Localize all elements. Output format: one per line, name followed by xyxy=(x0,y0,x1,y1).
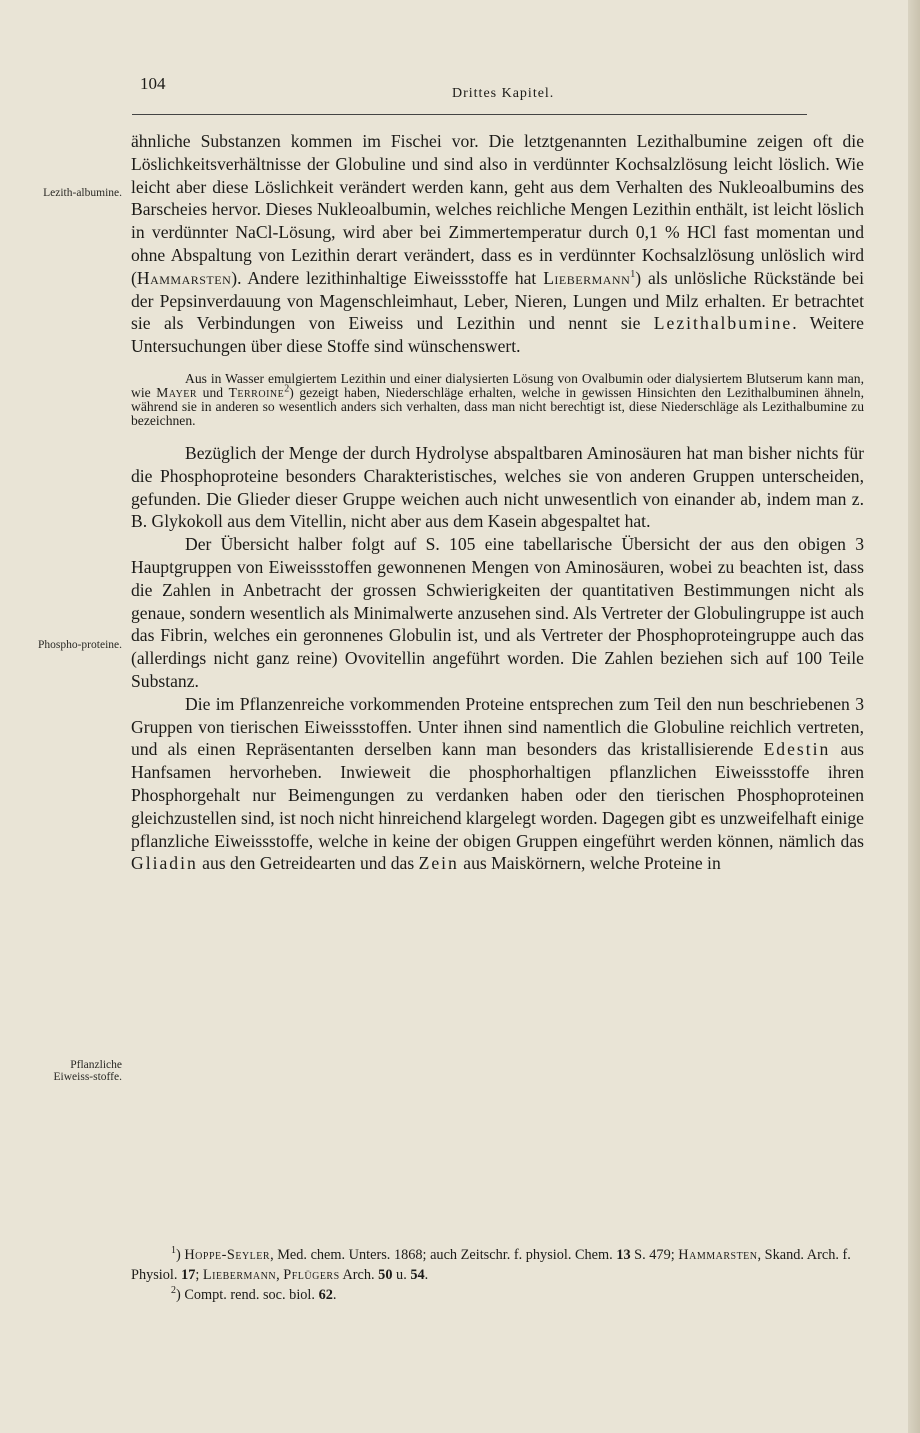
author-mayer: Mayer xyxy=(156,384,198,400)
chapter-title: Drittes Kapitel. xyxy=(452,86,555,101)
term-zein: Zein xyxy=(418,853,459,874)
paragraph-pflanzenproteine xyxy=(131,693,864,875)
author-terroine: Terroine xyxy=(228,384,285,400)
author-hoppe-seyler: Hoppe-Seyler xyxy=(184,1247,271,1263)
footnote-1 xyxy=(131,1245,864,1285)
volume-number: 54 xyxy=(410,1267,425,1283)
author-hammarsten: Hammarsten xyxy=(136,267,232,288)
text-run: ). Andere lezithinhaltige Eiweissstoffe hat xyxy=(231,267,544,288)
footnote-ref-2: 2 xyxy=(284,383,290,395)
text-run: ) als unlösliche Rückstände bei der Pepsinverdauung von Magenschleimhaut, Leber, Nieren, Lungen und Milz erhalten. Er betrachtet sie als Verbindungen von Eiweiss und Lezithin und nennt sie xyxy=(131,267,864,334)
text-run: aus den Getreidearten und das xyxy=(197,853,419,874)
footnote-mark: 2 xyxy=(171,1285,176,1297)
text-run: . Weitere Untersuchungen über diese Stoffe sind wünschenswert. xyxy=(131,313,864,357)
running-head xyxy=(132,74,867,118)
footnote-ref-1: 1 xyxy=(630,268,636,280)
text-run: S. 479; xyxy=(630,1247,679,1263)
footnote-2 xyxy=(131,1285,864,1305)
author-pflueger: Pflügers xyxy=(283,1267,340,1283)
header-rule xyxy=(132,114,807,115)
text-run: ) Compt. rend. soc. biol. xyxy=(176,1287,319,1303)
text-run: Die im Pflanzenreiche vorkommenden Proteine entsprechen zum Teil den nun beschriebenen 3 Gruppen von tierischen Eiweissstoffen. Unter ihnen sind namentlich die Globuline reichlich vertreten, und als einen Repräsentanten derselben kann man besonders das kristallisierende xyxy=(131,693,864,760)
volume-number: 13 xyxy=(616,1247,631,1263)
term-gliadin: Gliadin xyxy=(131,853,198,874)
text-run: Arch. xyxy=(339,1267,379,1283)
text-run: Aus in Wasser emulgiertem Lezithin und einer dialysierten Lösung von Ovalbumin oder dialysiertem Blutserum kann man, wie xyxy=(131,370,864,400)
author-liebermann: Liebermann xyxy=(543,267,631,288)
text-run: , xyxy=(276,1267,284,1283)
author-liebermann: Liebermann xyxy=(202,1267,277,1283)
text-run: aus Hanfsamen hervorheben. Inwieweit die phosphorhaltigen pflanzlichen Eiweissstoffe ihren Phosphorgehalt nur Beimengungen zu verdanken haben oder den tierischen Phosphoproteinen gleichzustellen sind, ist noch nicht hinreichend klargelegt worden. Dagegen gibt es unzweifelhaft einige pflanzliche Eiweissstoffe, welche in keine der obigen Gruppen eingeführt werden können, nämlich das xyxy=(131,739,864,851)
paragraph-uebersicht: Der Übersicht halber folgt auf S. 105 eine tabellarische Übersicht der aus den obigen 3 Hauptgruppen von Eiweissstoffen gewonnenen Mengen von Aminosäuren, wobei zu beachten ist, dass die Zahlen in Anbetracht der grossen Schwierigkeiten der quantitativen Bestimmungen nicht als genaue, sondern wesentlich als Minimalwerte anzusehen sind. Als Vertreter der Globulingruppe ist auch das Fibrin, welches ein geronnenes Globulin ist, und als Vertreter der Phosphoproteingruppe auch das (allerdings nicht ganz reine) Ovovitellin angeführt worden. Die Zahlen beziehen sich auf 100 Teile Substanz. xyxy=(131,534,864,691)
text-run: ) gezeigt haben, Niederschläge erhalten, welche in gewissen Hinsichten den Lezithalbuminen ähneln, während sie in anderen so wesentlich anders sich verhalten, dass man nicht berechtigt ist, diese Niederschläge als Lezithalbumine zu bezeichnen. xyxy=(131,384,865,428)
volume-number: 62 xyxy=(318,1287,333,1303)
author-hammarsten: Hammarsten xyxy=(678,1247,758,1263)
margin-note-phosphoproteine: Phospho-proteine. xyxy=(37,639,122,651)
text-run: . xyxy=(332,1287,337,1303)
page-number: 104 xyxy=(140,74,166,93)
text-run: ; xyxy=(195,1267,203,1283)
text-run: ) xyxy=(176,1247,185,1263)
footnotes xyxy=(131,1245,864,1305)
text-run: u. xyxy=(392,1267,411,1283)
paragraph-phosphoproteine: Bezüglich der Menge der durch Hydrolyse abspaltbaren Aminosäuren hat man bisher nichts für die Phosphoproteine besonders Charakteristisches, welches sie von anderen Gruppen unterscheiden, gefunden. Die Glieder dieser Gruppe weichen auch nicht unwesentlich von einander ab, indem man z. B. Glykokoll aus dem Vitellin, nicht aber aus dem Kasein abgespaltet hat. xyxy=(131,442,864,532)
text-run: . xyxy=(424,1267,429,1283)
text-run: und xyxy=(197,384,229,400)
term-edestin: Edestin xyxy=(763,739,831,760)
text-run: aus Maiskörnern, welche Proteine in xyxy=(458,853,721,874)
footnote-mark: 1 xyxy=(171,1245,176,1257)
volume-number: 17 xyxy=(181,1267,196,1283)
text-run: , Med. chem. Unters. 1868; auch Zeitschr. f. physiol. Chem. xyxy=(270,1247,617,1263)
paragraph-lezithalbumine xyxy=(131,130,864,358)
margin-note-pflanzliche-eiweissstoffe: Pflanzliche Eiweiss-stoffe. xyxy=(53,1059,122,1083)
volume-number: 50 xyxy=(378,1267,393,1283)
small-print-note xyxy=(131,372,864,428)
margin-note-lezithalbumine: Lezith-albumine. xyxy=(43,187,122,199)
text-run: ähnliche Substanzen kommen im Fischei vor. Die letztgenannten Lezithalbumine zeigen oft die Löslichkeitsverhältnisse der Globuline und sind also in verdünnter Kochsalzlösung leicht löslich. Wie leicht aber diese Löslichkeit verändert werden kann, geht aus dem Verhalten des Nukleoalbumins des Barscheies hervor. Dieses Nukleoalbumin, welches reichliche Mengen Lezithin enthält, ist leicht löslich in verdünnter NaCl-Lösung, wird aber bei Zimmertemperatur durch 0,1 % HCl fast momentan und ohne Abspaltung von Lezithin derart verändert, dass es in verdünnter Kochsalzlösung unlöslich wird ( xyxy=(131,131,864,288)
text-run: , Skand. Arch. f. Physiol. xyxy=(131,1247,851,1283)
term-lezithalbumine: Lezithalbumine xyxy=(653,313,793,334)
page-edge xyxy=(908,0,920,1433)
main-text xyxy=(131,130,864,875)
